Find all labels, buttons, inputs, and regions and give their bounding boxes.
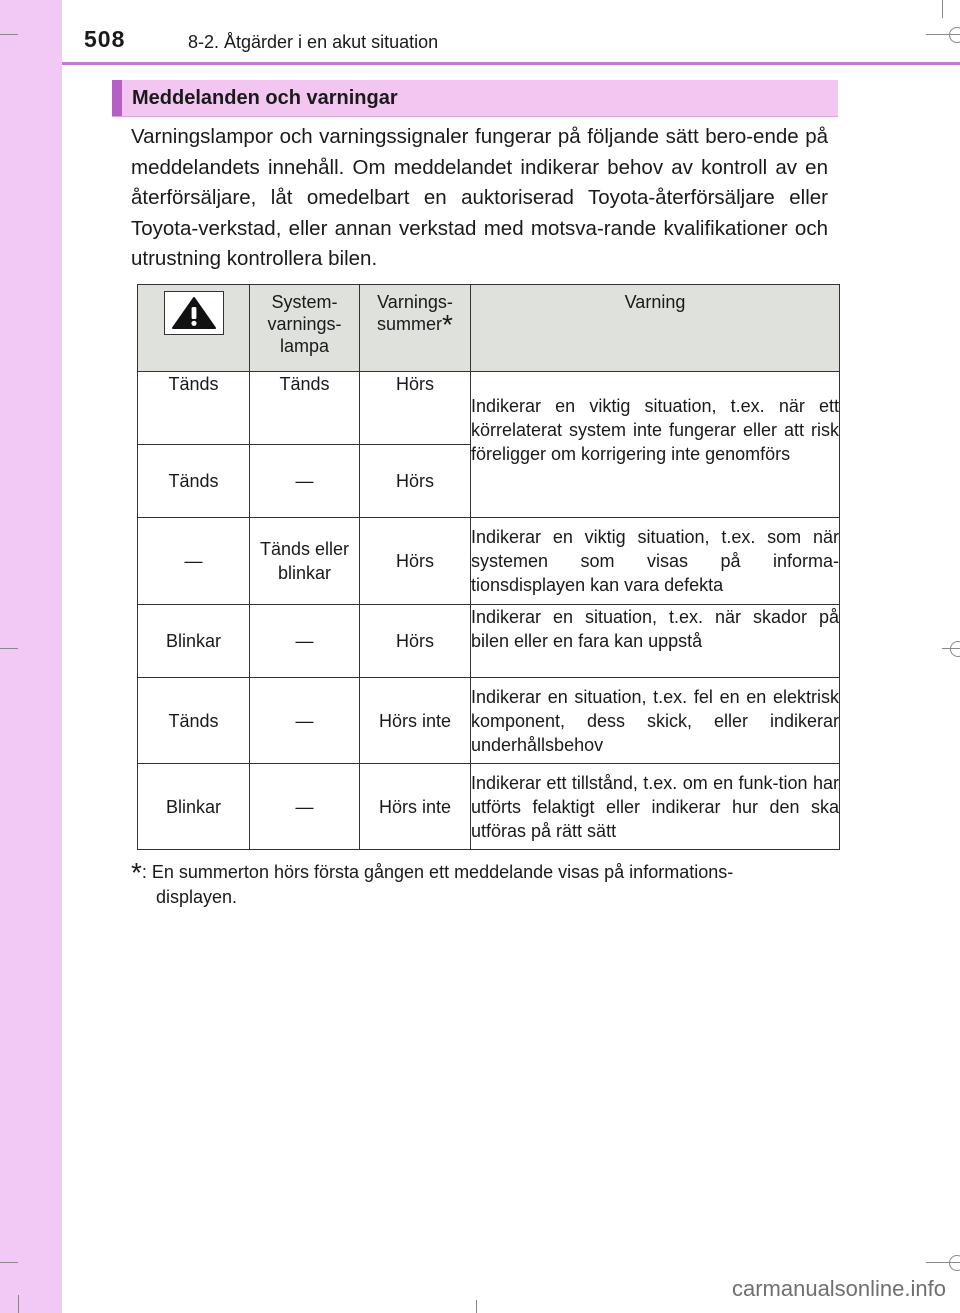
asterisk-mark: *: [442, 309, 453, 340]
header-rule: [62, 62, 960, 65]
table-row: [138, 372, 840, 445]
crop-mark: [0, 1262, 18, 1263]
cell-warning: Indikerar en situation, t.ex. fel en en elektrisk komponent, dess skick, eller indikerar underhållsbehov: [471, 678, 840, 764]
intro-paragraph: Varningslampor och varningssignaler fungerar på följande sätt bero-ende på meddelandets innehåll. Om meddelandet indikerar behov av kontroll av en återförsäljare, låt omedelbart en auktoriserad Toyota-återförsäljare eller Toyota-verkstad, eller annan verkstad med motsva-rande kvalifikationer och utrustning kontrollera bilen.: [131, 125, 828, 270]
cell-system-lamp: Tänds eller blinkar: [250, 518, 360, 605]
footnote: [131, 857, 828, 910]
watermark: carmanualsonline.info: [731, 1276, 946, 1301]
section-heading: [112, 80, 838, 117]
cell-lamp: —: [138, 518, 250, 605]
cell-lamp: Blinkar: [138, 764, 250, 850]
cell-system-lamp: —: [250, 605, 360, 678]
crop-mark: [0, 34, 18, 35]
crop-mark: [949, 27, 960, 43]
cell-buzzer: Hörs: [360, 518, 471, 605]
cell-system-lamp: —: [250, 678, 360, 764]
cell-system-lamp: Tänds: [250, 372, 360, 445]
header-buzzer: Varnings-summer*: [360, 285, 471, 372]
crop-mark: [0, 648, 18, 649]
footnote-text-cont: displayen.: [156, 887, 238, 907]
table-row: [138, 764, 840, 850]
crop-mark: [18, 1295, 19, 1313]
table-row: [138, 678, 840, 764]
crop-mark: [949, 1255, 960, 1271]
heading-text: Meddelanden och varningar: [132, 87, 398, 109]
crop-mark: [942, 0, 943, 18]
header-system-lamp: System-varnings-lampa: [250, 285, 360, 372]
footnote-text: : En summerton hörs första gången ett meddelande visas på informations-: [141, 862, 734, 882]
crop-mark: [950, 641, 960, 657]
table-row: [138, 605, 840, 678]
cell-warning: Indikerar ett tillstånd, t.ex. om en funk-tion har utförts felaktigt eller indikerar hur den ska utföras på rätt sätt: [471, 764, 840, 850]
table-row: [138, 518, 840, 605]
section-title: 8-2. Åtgärder i en akut situation: [188, 32, 439, 52]
cell-lamp: Tänds: [138, 445, 250, 518]
cell-buzzer: Hörs inte: [360, 764, 471, 850]
cell-warning: Indikerar en viktig situation, t.ex. när ett körrelaterat system inte fungerar eller att risk föreligger om korrigering inte genomförs: [471, 372, 840, 518]
header-icon-cell: [138, 285, 250, 372]
crop-mark: [476, 1300, 477, 1313]
cell-system-lamp: —: [250, 764, 360, 850]
cell-buzzer: Hörs: [360, 372, 471, 445]
asterisk-mark: *: [131, 857, 142, 888]
cell-buzzer: Hörs: [360, 605, 471, 678]
cell-lamp: Tänds: [138, 678, 250, 764]
cell-system-lamp: —: [250, 445, 360, 518]
table-header-row: [138, 285, 840, 372]
page-number: 508: [84, 26, 126, 52]
cell-lamp: Blinkar: [138, 605, 250, 678]
heading-marker: [112, 80, 122, 116]
warning-triangle-icon: [164, 291, 224, 335]
cell-lamp: Tänds: [138, 372, 250, 445]
cell-warning: Indikerar en situation, t.ex. när skador på bilen eller en fara kan uppstå: [471, 605, 840, 678]
left-margin-band: [0, 0, 62, 1313]
warning-table: [137, 284, 840, 850]
cell-buzzer: Hörs inte: [360, 678, 471, 764]
header-warning: Varning: [471, 285, 840, 372]
cell-warning: Indikerar en viktig situation, t.ex. som när systemen som visas på informa-tionsdisplayen kan vara defekta: [471, 518, 840, 605]
cell-buzzer: Hörs: [360, 445, 471, 518]
